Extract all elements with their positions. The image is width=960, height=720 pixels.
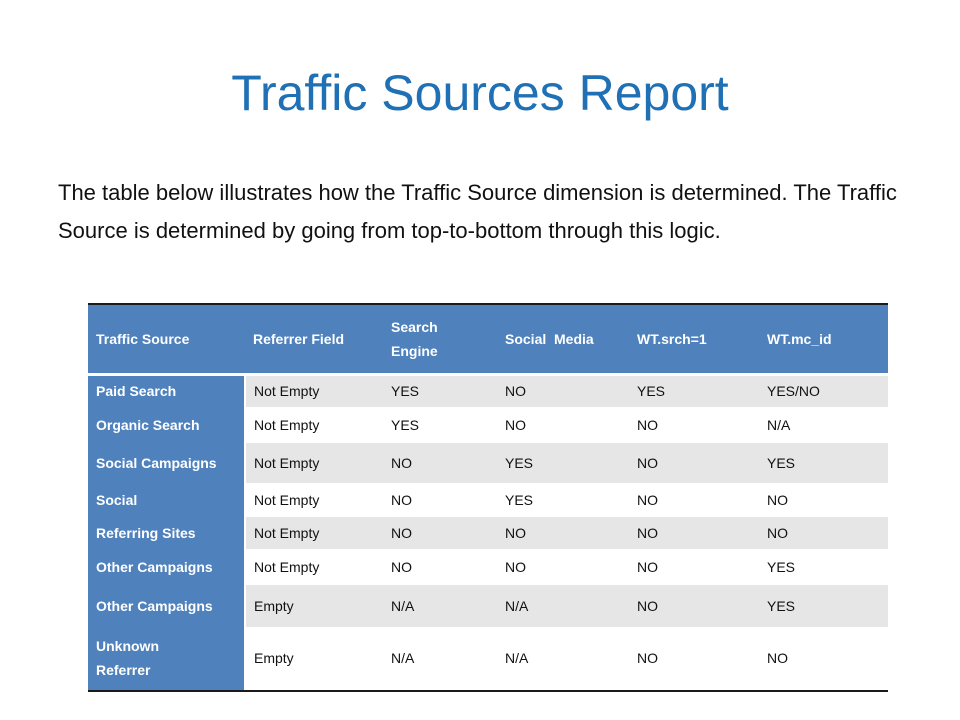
- wt-srch-cell: NO: [637, 558, 658, 575]
- referrer-field-cell: Not Empty: [254, 558, 320, 575]
- referrer-field-cell: Not Empty: [245, 517, 383, 549]
- search-engine-cell: N/A: [383, 627, 497, 691]
- wt-srch-cell: YES: [629, 375, 759, 407]
- traffic-source-cell: Social Campaigns: [88, 443, 245, 483]
- table-row: [88, 375, 888, 407]
- header-search-engine: Search Engine: [383, 304, 497, 375]
- wt-mc-id-cell: YES: [759, 443, 888, 483]
- social-media-cell: YES: [505, 491, 534, 508]
- wt-mc-id-cell: N/A: [767, 416, 791, 433]
- search-engine-cell: NO: [383, 517, 497, 549]
- wt-mc-id-cell: NO: [767, 491, 788, 508]
- wt-srch-cell: NO: [629, 627, 759, 691]
- social-media-cell: NO: [497, 517, 629, 549]
- header-wt-mc-id: WT.mc_id: [759, 304, 888, 375]
- wt-srch-cell: NO: [637, 416, 658, 433]
- search-engine-cell: NO: [391, 558, 412, 575]
- table-row: [88, 443, 888, 483]
- referrer-field-cell: Not Empty: [245, 375, 383, 407]
- traffic-source-cell: Unknown Referrer: [88, 627, 245, 691]
- search-engine-cell: NO: [391, 491, 412, 508]
- table-row: [88, 483, 888, 517]
- traffic-source-cell: Social: [88, 483, 245, 517]
- header-referrer-field: Referrer Field: [245, 304, 383, 375]
- social-media-cell: NO: [497, 375, 629, 407]
- traffic-source-cell: Other Campaigns: [88, 549, 245, 585]
- slide-title: Traffic Sources Report: [231, 65, 729, 121]
- header-social-media: Social Media: [497, 304, 629, 375]
- wt-srch-cell: NO: [629, 517, 759, 549]
- social-media-cell: NO: [505, 558, 526, 575]
- traffic-source-cell: Paid Search: [88, 375, 245, 407]
- traffic-source-table: [88, 303, 888, 692]
- wt-srch-cell: NO: [629, 443, 759, 483]
- referrer-field-cell: Empty: [245, 585, 383, 627]
- referrer-field-cell: Not Empty: [254, 416, 320, 433]
- social-media-cell: N/A: [497, 627, 629, 691]
- wt-mc-id-cell: YES: [759, 585, 888, 627]
- table-header-row: [88, 304, 888, 375]
- wt-mc-id-cell: NO: [759, 517, 888, 549]
- wt-mc-id-cell: YES: [767, 558, 796, 575]
- table-row: [88, 627, 888, 691]
- table-row: [88, 517, 888, 549]
- social-media-cell: N/A: [497, 585, 629, 627]
- referrer-field-cell: Empty: [245, 627, 383, 691]
- table-row: [88, 585, 888, 627]
- traffic-source-cell: Referring Sites: [88, 517, 245, 549]
- wt-mc-id-cell: NO: [759, 627, 888, 691]
- header-wt-srch: WT.srch=1: [629, 304, 759, 375]
- intro-paragraph: The table below illustrates how the Traffic Source dimension is determined. The Traffic Source is determined by going from top-to-bottom through this logic.: [58, 180, 897, 243]
- header-traffic-source: Traffic Source: [88, 304, 245, 375]
- traffic-source-cell: Other Campaigns: [88, 585, 245, 627]
- referrer-field-cell: Not Empty: [245, 443, 383, 483]
- search-engine-cell: YES: [383, 375, 497, 407]
- table-row: [88, 407, 888, 443]
- social-media-cell: YES: [497, 443, 629, 483]
- traffic-source-cell: Organic Search: [88, 407, 245, 443]
- social-media-cell: NO: [505, 416, 526, 433]
- wt-srch-cell: NO: [637, 491, 658, 508]
- referrer-field-cell: Not Empty: [254, 491, 320, 508]
- search-engine-cell: N/A: [383, 585, 497, 627]
- table-row: [88, 549, 888, 585]
- wt-srch-cell: NO: [629, 585, 759, 627]
- search-engine-cell: NO: [383, 443, 497, 483]
- wt-mc-id-cell: YES/NO: [759, 375, 888, 407]
- search-engine-cell: YES: [391, 416, 420, 433]
